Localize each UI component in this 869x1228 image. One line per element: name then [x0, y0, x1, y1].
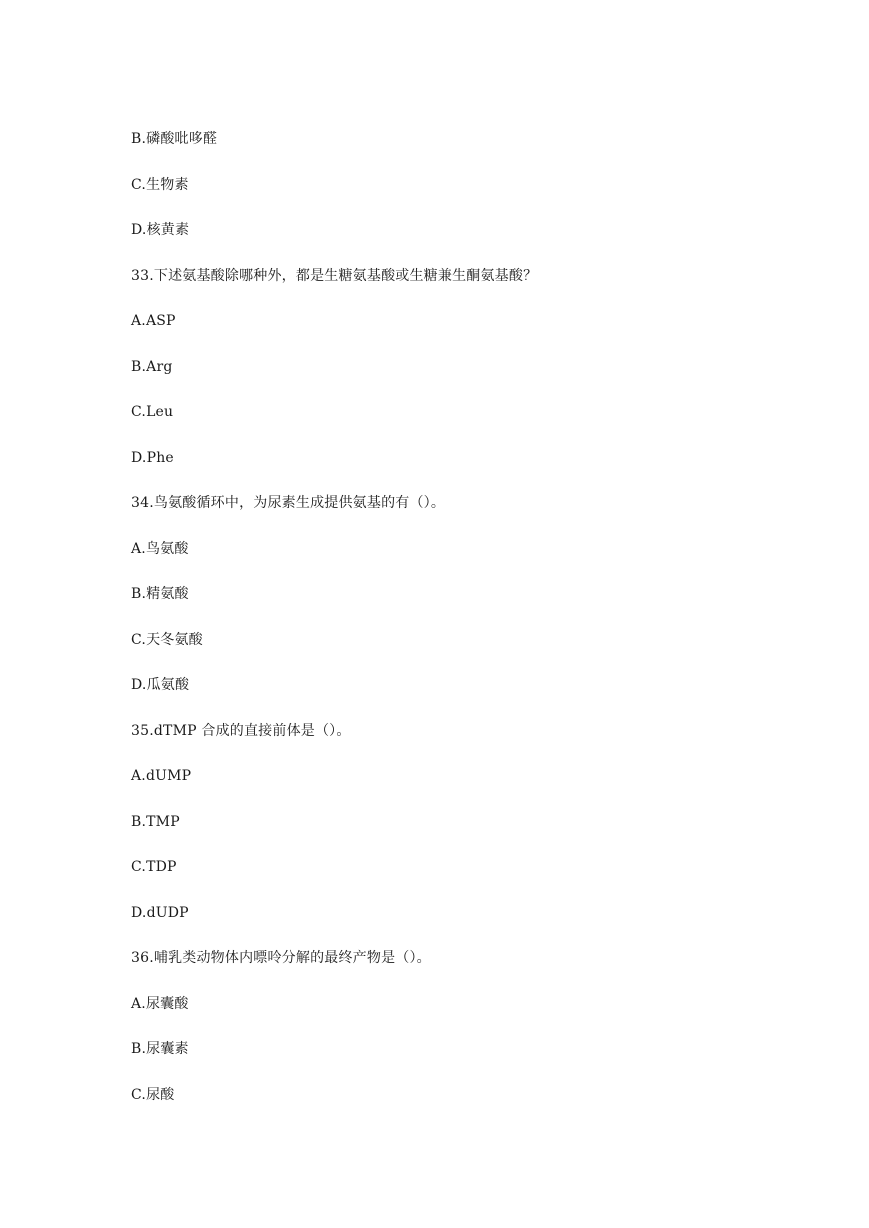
option-34-c: C.天冬氨酸: [131, 632, 203, 648]
option-35-b: B.TMP: [131, 814, 180, 830]
option-35-a: A.dUMP: [131, 768, 192, 784]
option-32-d: D.核黄素: [131, 222, 190, 238]
option-34-d: D.瓜氨酸: [131, 677, 190, 693]
option-33-b: B.Arg: [131, 359, 173, 375]
option-33-d: D.Phe: [131, 450, 174, 466]
option-34-a: A.鸟氨酸: [131, 541, 189, 557]
option-36-a: A.尿囊酸: [131, 996, 189, 1012]
question-34: 34.鸟氨酸循环中，为尿素生成提供氨基的有（）。: [131, 495, 446, 511]
option-36-c: C.尿酸: [131, 1087, 175, 1103]
question-33: 33.下述氨基酸除哪种外，都是生糖氨基酸或生糖兼生酮氨基酸？: [131, 268, 538, 284]
option-32-b: B.磷酸吡哆醛: [131, 131, 218, 147]
question-36: 36.哺乳类动物体内嘌呤分解的最终产物是（）。: [131, 950, 431, 966]
option-33-a: A.ASP: [131, 313, 176, 329]
option-34-b: B.精氨酸: [131, 586, 189, 602]
option-35-c: C.TDP: [131, 859, 177, 875]
option-36-b: B.尿囊素: [131, 1041, 189, 1057]
option-35-d: D.dUDP: [131, 905, 189, 921]
option-32-c: C.生物素: [131, 177, 189, 193]
option-33-c: C.Leu: [131, 404, 174, 420]
question-35: 35.dTMP 合成的直接前体是（）。: [131, 723, 351, 739]
